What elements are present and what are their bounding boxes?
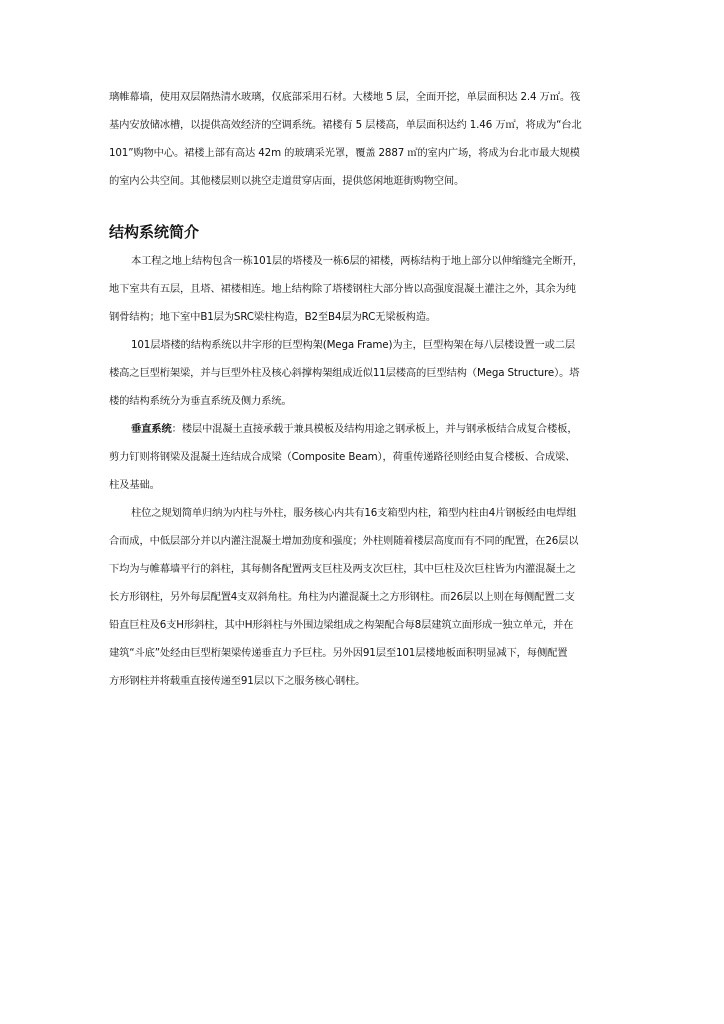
structure-paragraph-1 xyxy=(109,254,617,324)
intro-paragraph xyxy=(109,90,617,188)
text-line: 楼的结构系统分为垂直系统及侧力系统。 xyxy=(109,395,292,407)
text-line: 地下室共有五层，且塔、裙楼相连。地上结构除了塔楼钢柱大部分皆以高强度混凝土灌注之外，其余为纯 xyxy=(109,283,576,295)
text-line: 钢骨结构；地下室中B1层为SRC梁柱构造，B2至B4层为RC无梁板构造。 xyxy=(109,311,437,323)
column-layout-paragraph xyxy=(109,506,617,688)
text-line: 101层塔楼的结构系统以井字形的巨型构架(Mega Frame)为主，巨型构架在每八层楼设置一或二层 xyxy=(131,339,575,351)
text-line: 101”购物中心。裙楼上部有高达 42m 的玻璃采光罩，覆盖 2887 ㎡的室内广场，将成为台北市最大规模 xyxy=(109,147,580,159)
text-line: 铅直巨柱及6支H形斜柱，其中H形斜柱与外围边梁组成之构架配合每8层建筑立面形成一独立单元，并在 xyxy=(109,619,574,631)
text-line: 基内安放储冰槽，以提供高效经济的空调系统。裙楼有 5 层楼高，单层面积达约 1.46 万㎡，将成为“台北 xyxy=(109,119,582,131)
text-line: 楼高之巨型桁架梁，并与巨型外柱及核心斜撑构架组成近似11层楼高的巨型结构（Mega Structure）。塔 xyxy=(109,367,580,379)
text-line: 柱及基础。 xyxy=(109,479,160,491)
structure-paragraph-2 xyxy=(109,338,617,408)
text-line: 本工程之地上结构包含一栋101层的塔楼及一栋6层的裙楼，两栋结构于地上部分以伸缩缝完全断开， xyxy=(131,255,583,267)
text-line xyxy=(109,422,617,436)
document-body xyxy=(109,90,617,688)
text-line: 方形钢柱并将载重直接传递至91层以下之服务核心钢柱。 xyxy=(109,675,366,687)
vertical-system-paragraph xyxy=(109,422,617,492)
text-line: 柱位之规划简单归纳为内柱与外柱，服务核心内共有16支箱型内柱，箱型内柱由4片钢板经由电焊组 xyxy=(131,507,577,519)
text-line: 的室内公共空间。其他楼层则以挑空走道贯穿店面，提供悠闲地逛街购物空间。 xyxy=(109,175,465,187)
vertical-system-label: 垂直系统 xyxy=(131,423,172,435)
text-line: 建筑“斗底”处经由巨型桁架梁传递垂直力予巨柱。另外因91层至101层楼地板面积明显减下，每侧配置 xyxy=(109,647,568,659)
text-line: 长方形钢柱，另外每层配置4支双斜角柱。角柱为内灌混凝土之方形钢柱。而26层以上则在每侧配置二支 xyxy=(109,591,575,603)
section-heading: 结构系统简介 xyxy=(109,223,200,241)
text-line: 合而成，中低层部分并以内灌注混凝土增加劲度和强度；外柱则随着楼层高度而有不同的配置，在26层以 xyxy=(109,535,579,547)
text-line: 剪力钉则将钢梁及混凝土连结成合成梁（Composite Beam），荷重传递路径则经由复合楼板、合成梁、 xyxy=(109,451,576,463)
vertical-system-text: ：楼层中混凝土直接承载于兼具模板及结构用途之钢承板上，并与钢承板结合成复合楼板， xyxy=(171,423,578,435)
text-line: 下均为与帷幕墙平行的斜柱，其每侧各配置两支巨柱及两支次巨柱，其中巨柱及次巨柱皆为内灌混凝土之 xyxy=(109,563,576,575)
text-line: 璃帷幕墙，使用双层隔热清水玻璃，仅底部采用石材。大楼地 5 层，全面开挖，单层面积达 2.4 万㎡。筏 xyxy=(109,91,581,103)
